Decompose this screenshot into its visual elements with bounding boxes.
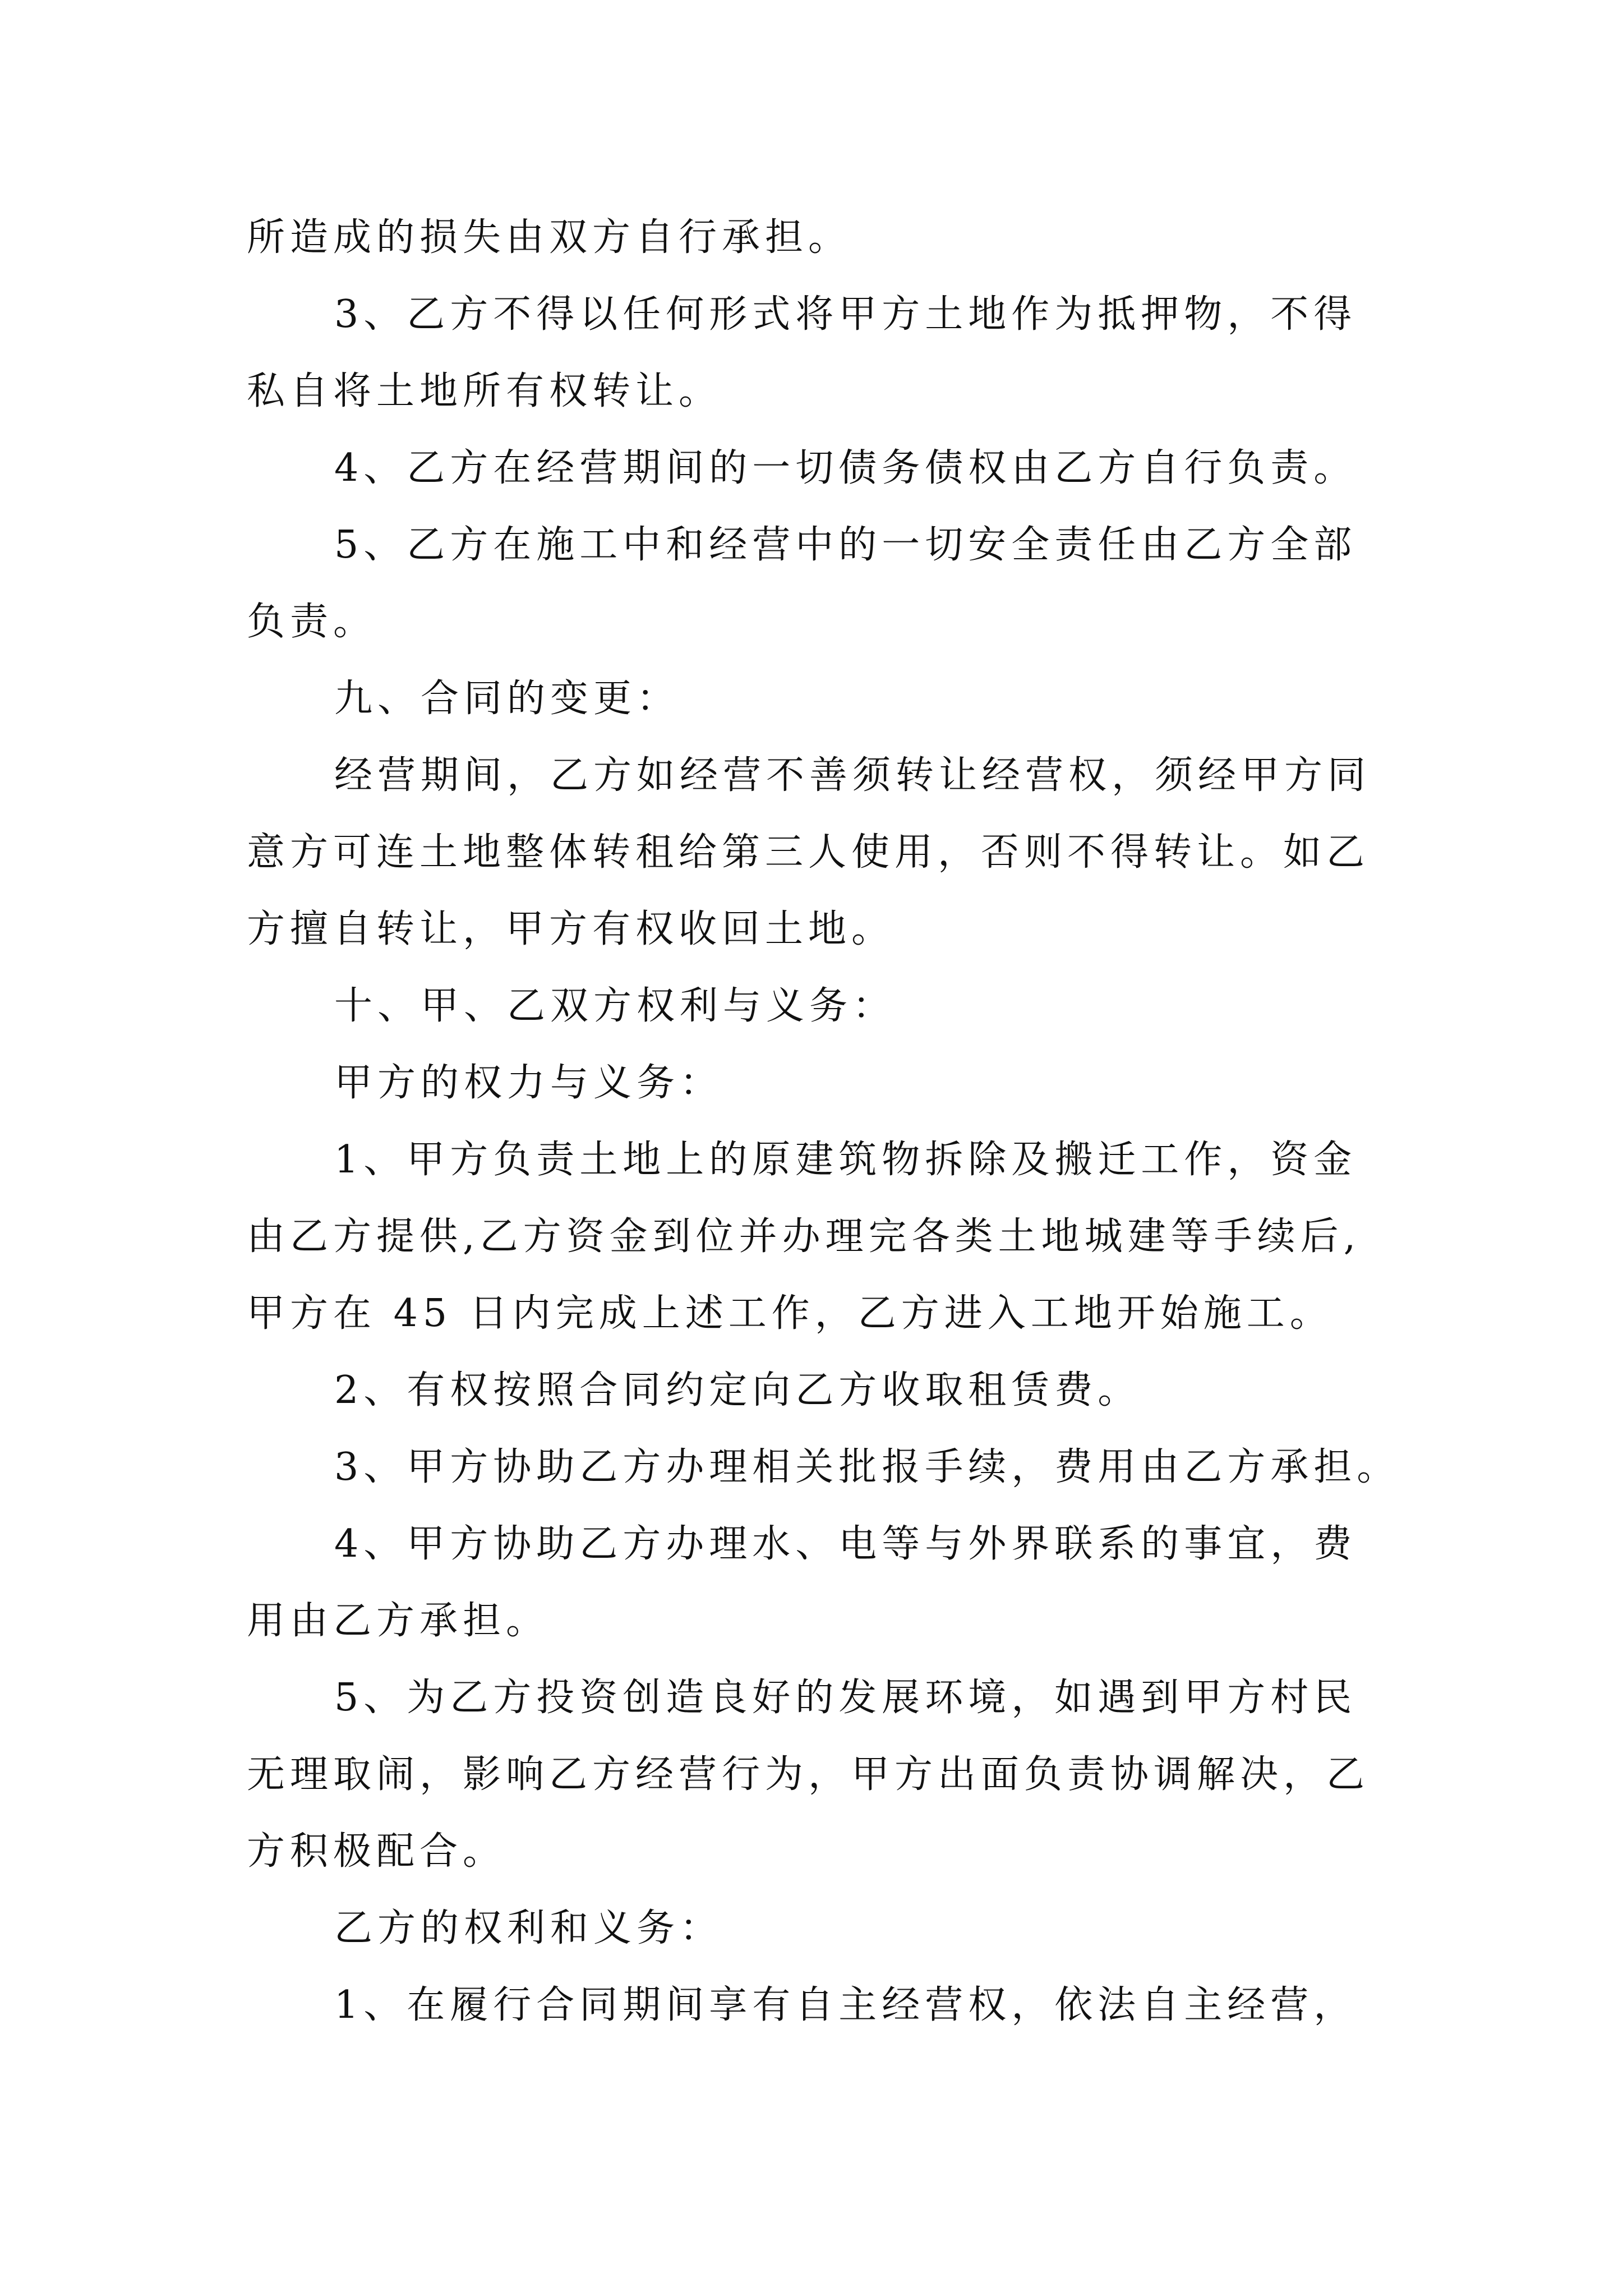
subsection-heading: 甲方的权力与义务： xyxy=(334,1061,723,1105)
text-line: 3、乙方不得以任何形式将甲方土地作为抵押物，不得 xyxy=(334,292,1357,337)
text-line: 由乙方提供,乙方资金到位并办理完各类土地城建等手续后, xyxy=(247,1214,1361,1259)
document-body xyxy=(247,199,1400,2044)
section-heading: 十、甲、乙双方权利与义务： xyxy=(334,984,896,1028)
text-line: 1、甲方负责土地上的原建筑物拆除及搬迁工作，资金 xyxy=(334,1138,1357,1182)
text-line: 意方可连土地整体转租给第三人使用，否则不得转让。如乙 xyxy=(247,830,1370,875)
text-line: 方积极配合。 xyxy=(247,1829,506,1874)
text-line: 甲方在 45 日内完成上述工作，乙方进入工地开始施工。 xyxy=(247,1291,1333,1336)
text-line: 5、乙方在施工中和经营中的一切安全责任由乙方全部 xyxy=(334,523,1357,567)
text-line: 无理取闹，影响乙方经营行为，甲方出面负责协调解决，乙 xyxy=(247,1752,1370,1797)
subsection-heading: 乙方的权利和义务： xyxy=(334,1906,723,1950)
text-line: 私自将土地所有权转让。 xyxy=(247,369,722,413)
text-line: 方擅自转让，甲方有权收回土地。 xyxy=(247,907,895,951)
section-heading: 九、合同的变更： xyxy=(334,677,680,721)
text-line: 用由乙方承担。 xyxy=(247,1599,550,1643)
text-line: 5、为乙方投资创造良好的发展环境，如遇到甲方村民 xyxy=(334,1676,1357,1720)
text-line: 4、乙方在经营期间的一切债务债权由乙方自行负责。 xyxy=(334,446,1357,490)
text-line: 4、甲方协助乙方办理水、电等与外界联系的事宜，费 xyxy=(334,1522,1357,1566)
text-line: 1、在履行合同期间享有自主经营权，依法自主经营， xyxy=(334,1983,1357,2027)
text-line: 2、有权按照合同约定向乙方收取租赁费。 xyxy=(334,1368,1141,1412)
text-line: 3、甲方协助乙方办理相关批报手续，费用由乙方承担。 xyxy=(334,1445,1400,1489)
text-line: 所造成的损失由双方自行承担。 xyxy=(247,215,852,260)
text-line: 经营期间，乙方如经营不善须转让经营权，须经甲方同 xyxy=(334,753,1371,798)
text-line: 负责。 xyxy=(247,600,377,644)
